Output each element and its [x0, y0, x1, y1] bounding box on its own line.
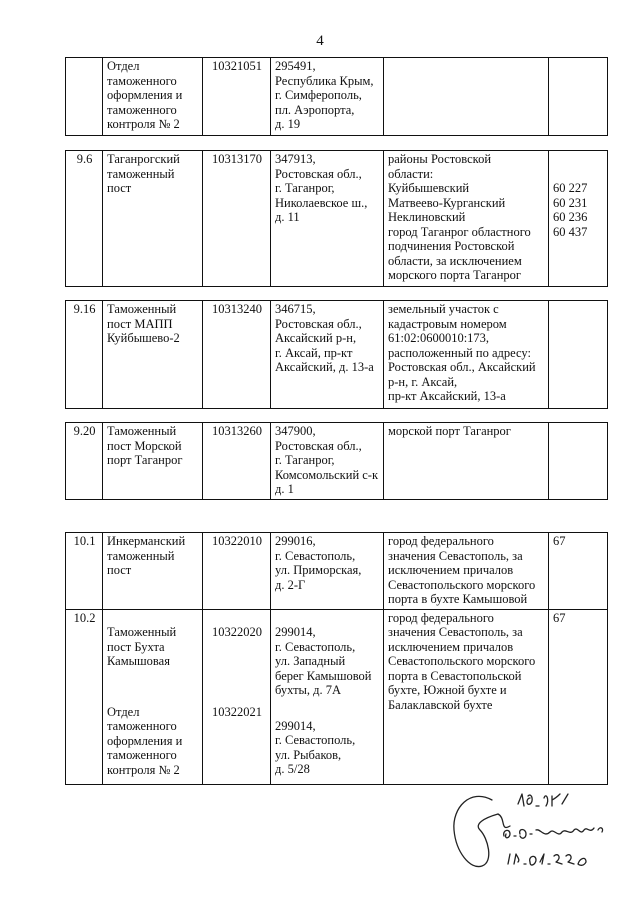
- customs-office-name: Инкерманский таможенный пост: [103, 533, 203, 610]
- regions-cell: город федерального значения Севастополь, за исключением причалов Севастопольского морского порта в бухте Камышовой: [384, 533, 549, 610]
- signature-flourish: [454, 796, 498, 866]
- customs-office-address-cell: [271, 609, 384, 784]
- customs-office-name: Таможенный пост Бухта Камышовая: [107, 625, 177, 668]
- customs-office-name-cell: [103, 609, 203, 784]
- table-row: [66, 301, 608, 409]
- table-row: [66, 609, 608, 784]
- signature-line-3: [508, 854, 586, 865]
- oktmo-cell: [549, 301, 608, 409]
- customs-office-name: Таганрогский таможенный пост: [103, 151, 203, 287]
- signature-line-2: [504, 828, 603, 838]
- regions-cell: [384, 58, 549, 136]
- row-number: 10.2: [66, 609, 103, 784]
- table-fragment-1: [65, 57, 607, 136]
- customs-table-5: [65, 532, 608, 785]
- handwritten-signature: [440, 778, 630, 878]
- table-row: [66, 423, 608, 500]
- row-number: 9.16: [66, 301, 103, 409]
- customs-office-address: 347913, Ростовская обл., г. Таганрог, Николаевское ш., д. 11: [271, 151, 384, 287]
- row-number: 9.20: [66, 423, 103, 500]
- customs-office-code-cell: [203, 609, 271, 784]
- customs-office-code: 10313170: [203, 151, 271, 287]
- signature-line-1: [518, 794, 568, 806]
- regions-cell: районы Ростовской области: Куйбышевский Матвеево-Курганский Неклиновский город Таганрог областного подчинения Ростовской области, за исключением морского порта Таганрог: [384, 151, 549, 287]
- table-row: [66, 151, 608, 287]
- oktmo-cell: [549, 423, 608, 500]
- row-number-cell: [66, 58, 103, 136]
- regions-cell: город федерального значения Севастополь, за исключением причалов Севастопольского морского порта в Севастопольской бухте, Южной бухте и Балаклавской бухте: [384, 609, 549, 784]
- customs-office-code: 10322010: [203, 533, 271, 610]
- customs-sub-office-address: 299014, г. Севастополь, ул. Рыбаков, д. 5/28: [275, 718, 356, 776]
- customs-sub-office-name: Отдел таможенного оформления и таможенного контроля № 2: [107, 704, 183, 777]
- customs-office-address: 299016, г. Севастополь, ул. Приморская, д. 2-Г: [271, 533, 384, 610]
- oktmo-cell: 67: [549, 533, 608, 610]
- table-row: [66, 533, 608, 610]
- customs-office-name: Таможенный пост Морской порт Таганрог: [103, 423, 203, 500]
- table-fragment-2: [65, 150, 607, 287]
- page-number: 4: [316, 33, 324, 49]
- customs-office-name: Таможенный пост МАПП Куйбышево-2: [103, 301, 203, 409]
- row-number: 10.1: [66, 533, 103, 610]
- regions-cell: морской порт Таганрог: [384, 423, 549, 500]
- customs-office-code: 10321051: [203, 58, 271, 136]
- oktmo-cell: 67: [549, 609, 608, 784]
- oktmo-cell: [549, 58, 608, 136]
- customs-table-2: [65, 150, 608, 287]
- table-fragment-3: [65, 300, 607, 409]
- oktmo-cell: 60 227 60 231 60 236 60 437: [549, 151, 608, 287]
- table-fragment-4: [65, 422, 607, 500]
- customs-office-code: 10322020: [212, 625, 262, 639]
- customs-office-address: 346715, Ростовская обл., Аксайский р-н, г. Аксай, пр-кт Аксайский, д. 13-а: [271, 301, 384, 409]
- customs-table-1: [65, 57, 608, 136]
- customs-table-3: [65, 300, 608, 409]
- customs-office-address: 295491, Республика Крым, г. Симферополь, пл. Аэропорта, д. 19: [271, 58, 384, 136]
- customs-sub-office-code: 10322021: [212, 704, 262, 719]
- customs-table-4: [65, 422, 608, 500]
- customs-office-code: 10313260: [203, 423, 271, 500]
- customs-office-name: Отдел таможенного оформления и таможенного контроля № 2: [103, 58, 203, 136]
- row-number: 9.6: [66, 151, 103, 287]
- customs-office-address: 347900, Ростовская обл., г. Таганрог, Комсомольский с-к д. 1: [271, 423, 384, 500]
- table-row: [66, 58, 608, 136]
- regions-cell: земельный участок с кадастровым номером 61:02:0600010:173, расположенный по адресу: Ростовская обл., Аксайский р-н, г. Аксай, пр-кт Аксайский, 13-а: [384, 301, 549, 409]
- table-fragment-5: [65, 532, 607, 785]
- customs-office-address: 299014, г. Севастополь, ул. Западный берег Камышовой бухты, д. 7А: [275, 625, 372, 697]
- customs-office-code: 10313240: [203, 301, 271, 409]
